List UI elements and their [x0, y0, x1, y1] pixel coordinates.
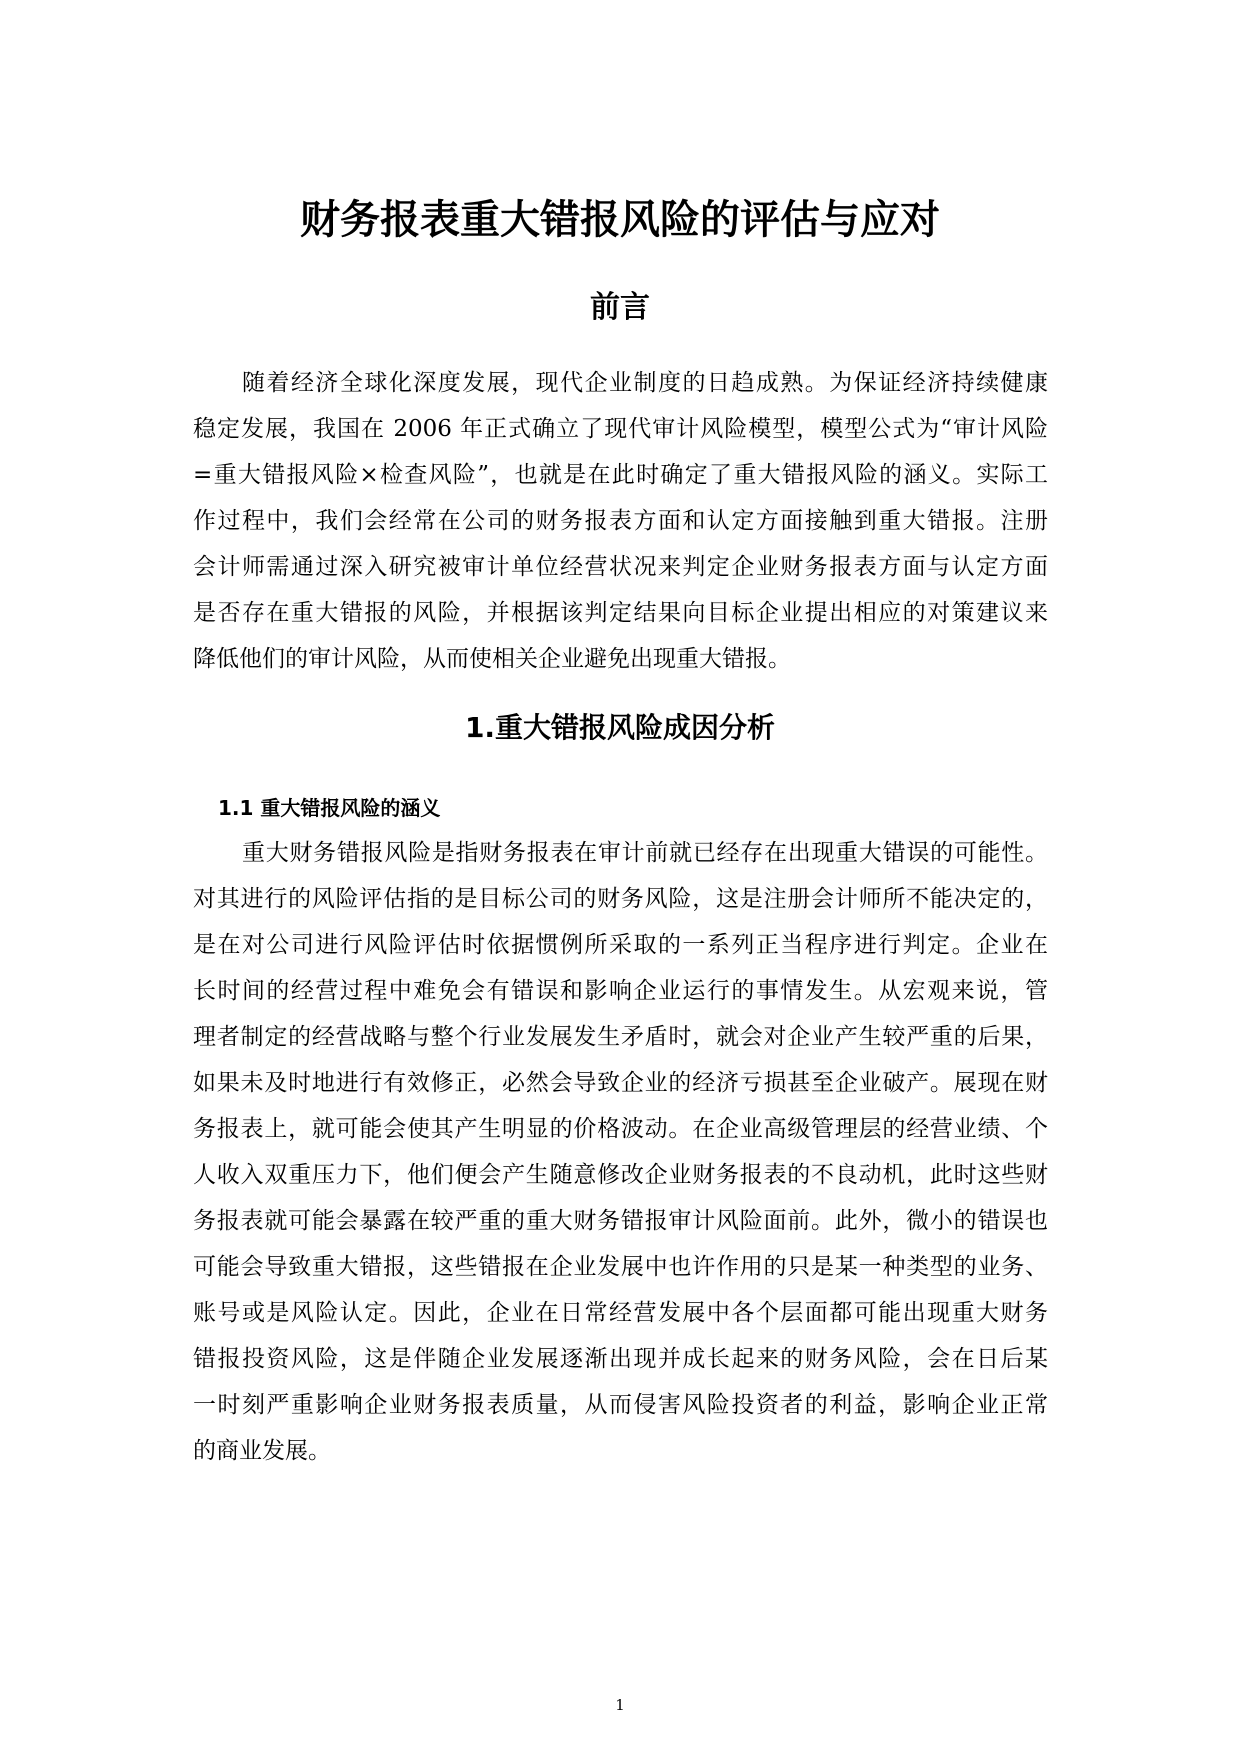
- text-line: 错报投资风险，这是伴随企业发展逐渐出现并成长起来的财务风险，会在日后某: [193, 1346, 1048, 1372]
- text-line: 账号或是风险认定。因此，企业在日常经营发展中各个层面都可能出现重大财务: [193, 1300, 1048, 1326]
- text-line: 是在对公司进行风险评估时依据惯例所采取的一系列正当程序进行判定。企业在: [193, 932, 1048, 958]
- text-line: 可能会导致重大错报，这些错报在企业发展中也许作用的只是某一种类型的业务、: [193, 1254, 1048, 1280]
- text-line: 如果未及时地进行有效修正，必然会导致企业的经济亏损甚至企业破产。展现在财: [193, 1070, 1048, 1096]
- text-line: 人收入双重压力下，他们便会产生随意修改企业财务报表的不良动机，此时这些财: [193, 1162, 1048, 1188]
- section-1-heading: 1.重大错报风险成因分析: [464, 711, 776, 744]
- section-1-1-heading: 1.1 重大错报风险的涵义: [218, 796, 441, 820]
- text-line: 长时间的经营过程中难免会有错误和影响企业运行的事情发生。从宏观来说，管: [193, 978, 1048, 1004]
- section-1-1-paragraph: [193, 830, 1048, 1474]
- document-title: 财务报表重大错报风险的评估与应对: [300, 197, 940, 243]
- page-number: 1: [615, 1696, 625, 1714]
- text-line: 会计师需通过深入研究被审计单位经营状况来判定企业财务报表方面与认定方面: [193, 554, 1048, 580]
- text-line: 稳定发展，我国在 2006 年正式确立了现代审计风险模型，模型公式为“审计风险: [193, 416, 1048, 442]
- text-line: 对其进行的风险评估指的是目标公司的财务风险，这是注册会计师所不能决定的，: [193, 886, 1048, 912]
- preface-heading: 前言: [590, 290, 650, 325]
- text-line: 理者制定的经营战略与整个行业发展发生矛盾时，就会对企业产生较严重的后果，: [193, 1024, 1048, 1050]
- text-line: 降低他们的审计风险，从而使相关企业避免出现重大错报。: [193, 646, 791, 672]
- text-line: 一时刻严重影响企业财务报表质量，从而侵害风险投资者的利益，影响企业正常: [193, 1392, 1048, 1418]
- preface-paragraph: [193, 360, 1048, 682]
- text-line: 的商业发展。: [193, 1438, 331, 1464]
- text-line: 是否存在重大错报的风险，并根据该判定结果向目标企业提出相应的对策建议来: [193, 600, 1048, 626]
- text-line: 作过程中，我们会经常在公司的财务报表方面和认定方面接触到重大错报。注册: [193, 508, 1048, 534]
- text-line: 务报表就可能会暴露在较严重的重大财务错报审计风险面前。此外，微小的错误也: [193, 1208, 1048, 1234]
- text-line: 务报表上，就可能会使其产生明显的价格波动。在企业高级管理层的经营业绩、个: [193, 1116, 1048, 1142]
- text-line: 重大财务错报风险是指财务报表在审计前就已经存在出现重大错误的可能性。: [242, 840, 1048, 866]
- text-line: =重大错报风险×检查风险”，也就是在此时确定了重大错报风险的涵义。实际工: [193, 462, 1048, 488]
- text-line: 随着经济全球化深度发展，现代企业制度的日趋成熟。为保证经济持续健康: [242, 370, 1048, 396]
